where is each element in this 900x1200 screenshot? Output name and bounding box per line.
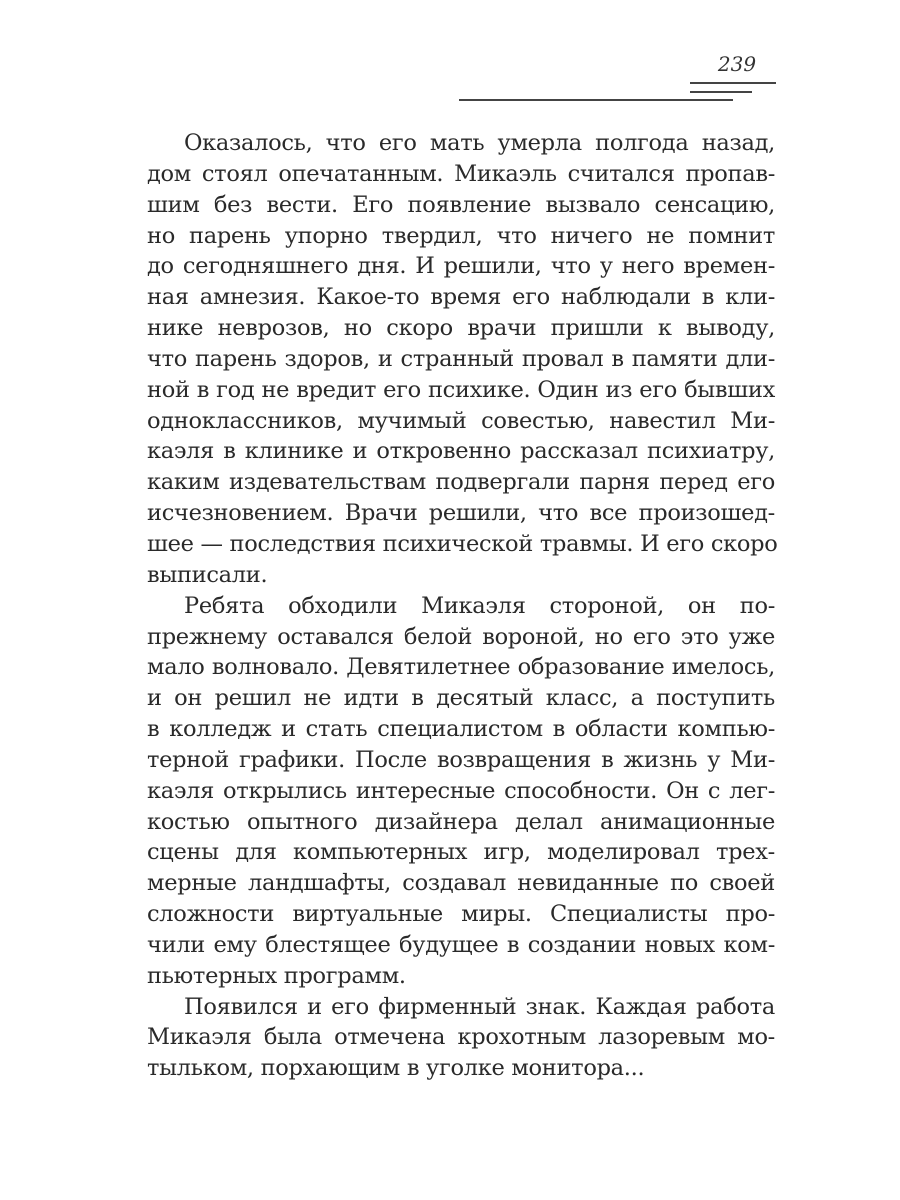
text-line: но парень упорно твердил, что ничего не помнит <box>147 222 775 249</box>
paragraph <box>147 992 775 1085</box>
text-line: нике неврозов, но скоро врачи пришли к выводу, <box>147 315 775 342</box>
text-line: мало волновало. Девятилетнее образование имелось, <box>147 654 775 681</box>
paragraph <box>147 591 775 992</box>
text-line: Ребята обходили Микаэля стороной, он по- <box>184 592 775 619</box>
text-line: прежнему оставался белой вороной, но его это уже <box>147 623 775 650</box>
text-line: что парень здоров, и странный провал в памяти дли- <box>147 345 775 372</box>
text-line: дом стоял опечатанным. Микаэль считался пропав- <box>147 160 775 187</box>
text-line: каэля открылись интересные способности. Он с лег- <box>147 777 775 804</box>
text-line: чили ему блестящее будущее в создании новых ком- <box>147 931 775 958</box>
page-number: 239 <box>717 52 757 76</box>
text-line: шим без вести. Его появление вызвало сенсацию, <box>147 191 775 218</box>
text-line: в колледж и стать специалистом в области компью- <box>147 716 775 743</box>
paragraph <box>147 128 778 591</box>
text-line: Оказалось, что его мать умерла полгода назад, <box>184 130 775 156</box>
header-rule-middle <box>690 91 752 93</box>
header-rule-top <box>690 82 776 84</box>
text-line: тыльком, порхающим в уголке монитора... <box>147 1055 645 1082</box>
text-line: терной графики. После возвращения в жизнь у Ми- <box>147 746 775 773</box>
body-text <box>147 128 778 1084</box>
header-rule-long <box>459 99 733 101</box>
text-line: каким издевательствам подвергали парня перед его <box>147 469 775 496</box>
text-line: исчезновением. Врачи решили, что все произошед- <box>147 500 775 527</box>
text-line: и он решил не идти в десятый класс, а поступить <box>147 685 775 712</box>
text-line: мерные ландшафты, создавал невиданные по своей <box>147 870 775 897</box>
text-line: ная амнезия. Какое-то время его наблюдали в кли- <box>147 284 775 311</box>
text-line: каэля в клинике и откровенно рассказал психиатру, <box>147 438 775 465</box>
text-line: Появился и его фирменный знак. Каждая работа <box>184 993 775 1020</box>
text-line: ной в год не вредит его психике. Один из его бывших <box>147 376 775 403</box>
text-line: до сегодняшнего дня. И решили, что у него времен- <box>147 253 775 280</box>
text-line: пьютерных программ. <box>147 962 406 989</box>
text-line: Микаэля была отмечена крохотным лазоревым мо- <box>147 1024 775 1051</box>
text-line: одноклассников, мучимый совестью, навестил Ми- <box>147 407 775 434</box>
text-line: выписали. <box>147 561 268 588</box>
text-line: сцены для компьютерных игр, моделировал трех- <box>147 839 775 866</box>
text-line: шее — последствия психической травмы. И его скоро <box>147 530 778 557</box>
text-line: сложности виртуальные миры. Специалисты про- <box>147 901 775 928</box>
text-line: костью опытного дизайнера делал анимационные <box>147 808 775 835</box>
